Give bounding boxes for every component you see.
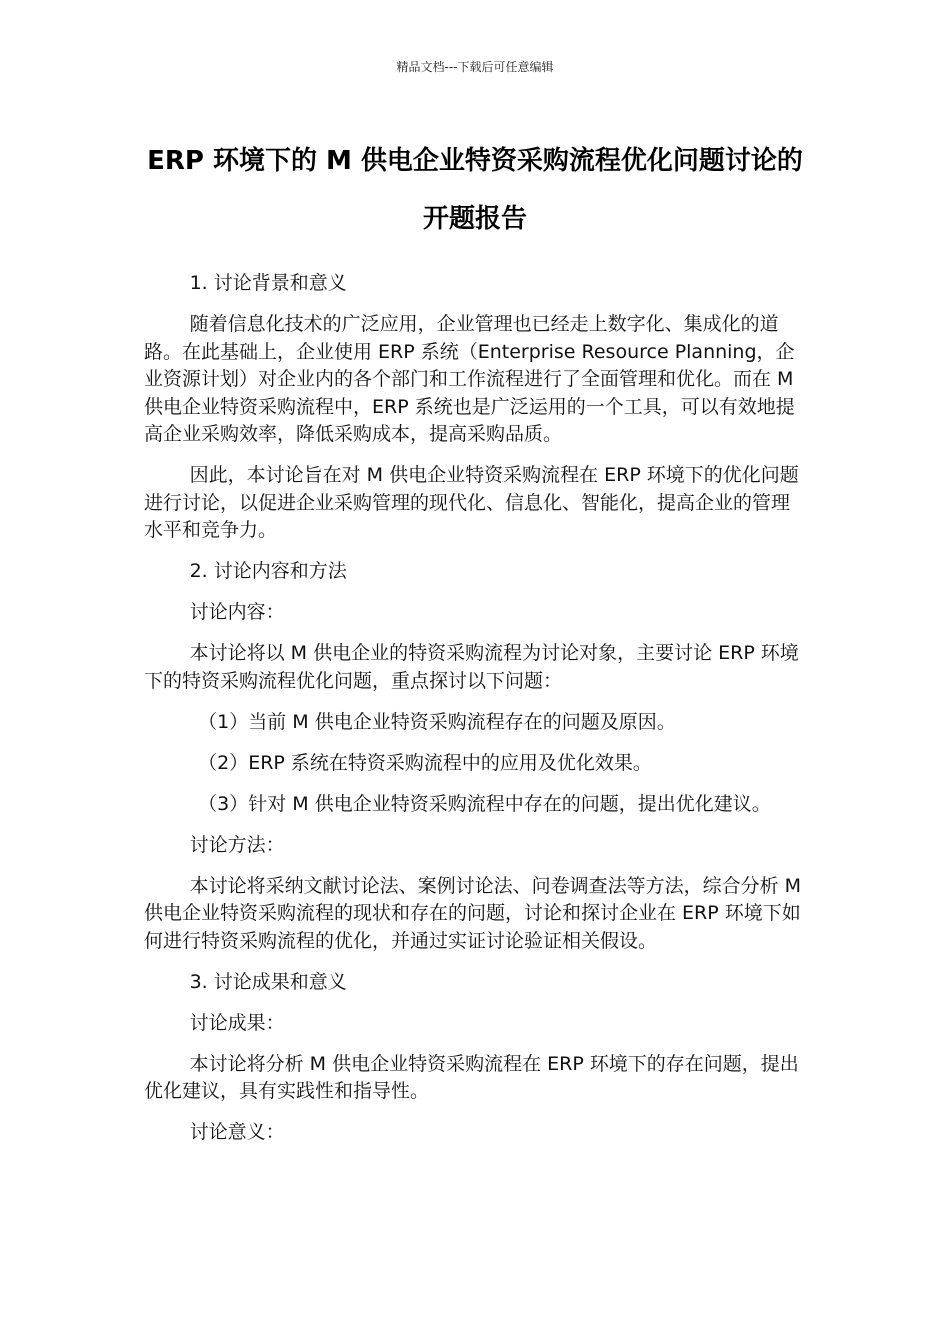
document-title: ERP 环境下的 M 供电企业特资采购流程优化问题讨论的开题报告: [147, 146, 803, 234]
paragraph-content: 本讨论将以 M 供电企业的特资采购流程为讨论对象，主要讨论 ERP 环境下的特资采购流程优化问题，重点探讨以下问题：: [144, 642, 799, 692]
list-item: （3）针对 M 供电企业特资采购流程中存在的问题，提出优化建议。: [198, 792, 771, 815]
document-body: [144, 270, 806, 1160]
paragraph-method: 本讨论将采纳文献讨论法、案例讨论法、问卷调查法等方法，综合分析 M 供电企业特资采购流程的现状和存在的问题，讨论和探讨企业在 ERP 环境下如何进行特资采购流程的优化，并通过实证讨论验证相关假设。: [144, 874, 802, 952]
subheading-significance: 讨论意义：: [189, 1121, 285, 1143]
paragraph-background: 随着信息化技术的广泛应用，企业管理也已经走上数字化、集成化的道路。在此基础上，企业使用 ERP 系统（Enterprise Resource Planning，企业资源计划）对企业内的各个部门和工作流程进行了全面管理和优化。而在 M 供电企业特资采购流程中，ERP 系统也是广泛运用的一个工具，可以有效地提高企业采购效率，降低采购成本，提高采购品质。: [144, 313, 795, 445]
paragraph-purpose: 因此，本讨论旨在对 M 供电企业特资采购流程在 ERP 环境下的优化问题进行讨论，以促进企业采购管理的现代化、信息化、智能化，提高企业的管理水平和竞争力。: [144, 464, 799, 541]
list-item: （2）ERP 系统在特资采购流程中的应用及优化效果。: [198, 751, 652, 774]
section-heading-content-method: 2. 讨论内容和方法: [189, 560, 347, 582]
subheading-content: 讨论内容：: [189, 601, 285, 623]
list-item: （1）当前 M 供电企业特资采购流程存在的问题及原因。: [198, 710, 676, 733]
subheading-results: 讨论成果：: [189, 1011, 285, 1034]
page-header-note: 精品文档---下载后可任意编辑: [396, 60, 554, 74]
paragraph-results: 本讨论将分析 M 供电企业特资采购流程在 ERP 环境下的存在问题，提出优化建议，具有实践性和指导性。: [144, 1052, 799, 1102]
subheading-method: 讨论方法：: [189, 833, 285, 856]
section-heading-background: 1. 讨论背景和意义: [189, 272, 347, 294]
section-heading-results: 3. 讨论成果和意义: [189, 970, 347, 993]
